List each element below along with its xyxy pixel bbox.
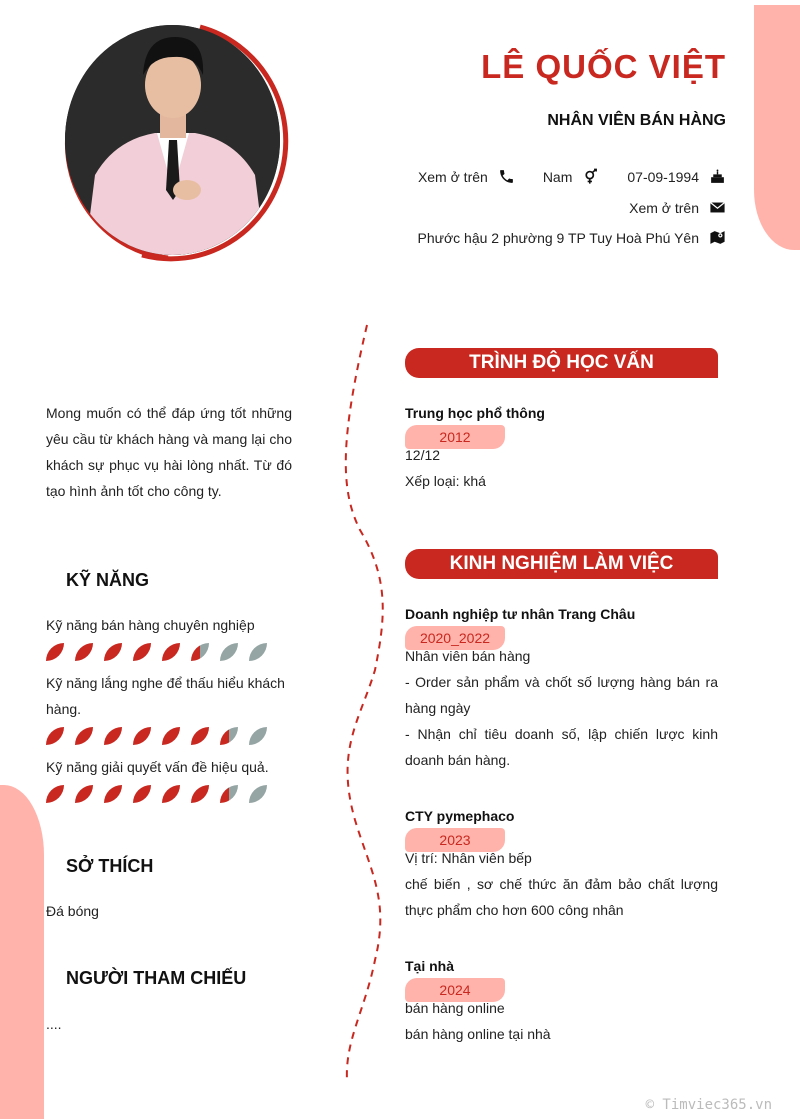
map-icon <box>709 229 726 246</box>
skill-dot <box>133 643 151 661</box>
profile-photo <box>65 25 280 255</box>
skill-dot <box>249 727 267 745</box>
watermark: © Timviec365.vn <box>645 1097 772 1113</box>
entry-description <box>405 643 718 773</box>
decorative-corner-top <box>754 5 800 250</box>
email-icon <box>709 199 726 216</box>
entry-org: Trung học phổ thông <box>405 405 545 421</box>
skill-dot <box>75 727 93 745</box>
entry-line: - Order sản phẩm và chốt số lượng hàng bán ra hàng ngày <box>405 674 718 716</box>
phone-text: Xem ở trên <box>417 168 488 185</box>
gender-text: Nam <box>542 168 573 185</box>
skill-dot <box>220 727 238 745</box>
entry-description <box>405 442 718 494</box>
entry-line: 12/12 <box>405 447 441 463</box>
email-text: Xem ở trên <box>629 199 699 216</box>
entry-year: 2024 <box>405 978 505 1002</box>
skill-dot <box>133 785 151 803</box>
gender-icon <box>582 168 599 185</box>
skill-dot <box>249 643 267 661</box>
entry-description <box>405 845 718 923</box>
skill-name: Kỹ năng lắng nghe để thấu hiểu khách hàng. <box>46 675 285 717</box>
references-heading: NGƯỜI THAM CHIẾU <box>66 968 247 988</box>
contact-row-1 <box>418 168 726 185</box>
birthday-text: 07-09-1994 <box>627 168 699 185</box>
skill-dot <box>162 643 180 661</box>
skill-dot <box>191 785 209 803</box>
skill-dot <box>191 643 209 661</box>
entry-line: Nhân viên bán hàng <box>405 648 531 664</box>
entry-description <box>405 995 718 1047</box>
skill-name: Kỹ năng bán hàng chuyên nghiệp <box>46 617 255 633</box>
job-title: NHÂN VIÊN BÁN HÀNG <box>547 112 726 129</box>
education-banner: TRÌNH ĐỘ HỌC VẤN <box>405 348 718 378</box>
skill-dot <box>162 727 180 745</box>
entry-line: bán hàng online tại nhà <box>405 1026 551 1042</box>
birthday-cake-icon <box>709 168 726 185</box>
skill-dot <box>104 643 122 661</box>
skill-dot <box>162 785 180 803</box>
career-objective: Mong muốn có thể đáp ứng tốt những yêu cầu từ khách hàng và mang lại cho khách sự phục vụ hài lòng nhất. Từ đó tạo hình ảnh tốt cho công ty. <box>46 405 292 499</box>
skill-dot <box>104 785 122 803</box>
entry-year: 2023 <box>405 828 505 852</box>
skill-dot <box>46 643 64 661</box>
entry-org: Doanh nghiệp tư nhân Trang Châu <box>405 606 636 622</box>
skill-name: Kỹ năng giải quyết vấn đề hiệu quả. <box>46 759 269 775</box>
contact-row-2 <box>629 199 726 216</box>
hobbies-text: Đá bóng <box>46 903 99 919</box>
skill-rating <box>46 785 267 803</box>
skill-dot <box>220 643 238 661</box>
entry-year: 2020_2022 <box>405 626 505 650</box>
skill-dot <box>75 643 93 661</box>
entry-line: bán hàng online <box>405 1000 505 1016</box>
entry-org: CTY pymephaco <box>405 808 515 824</box>
entry-org: Tại nhà <box>405 958 455 974</box>
skill-dot <box>46 727 64 745</box>
skill-dot <box>249 785 267 803</box>
hobbies-heading: SỞ THÍCH <box>66 856 154 876</box>
entry-line: chế biến , sơ chế thức ăn đảm bảo chất lượng thực phẩm cho hơn 600 công nhân <box>405 876 718 918</box>
skill-rating <box>46 643 267 661</box>
skill-dot <box>46 785 64 803</box>
entry-line: Xếp loại: khá <box>405 473 486 489</box>
skill-dot <box>75 785 93 803</box>
contact-row-3 <box>417 229 726 246</box>
entry-line: - Nhận chỉ tiêu doanh số, lập chiến lược kinh doanh bán hàng. <box>405 726 718 768</box>
dashed-divider <box>330 320 400 1090</box>
skill-dot <box>191 727 209 745</box>
experience-banner: KINH NGHIỆM LÀM VIỆC <box>405 549 718 579</box>
references-text: .... <box>46 1016 62 1032</box>
address-text: Phước hậu 2 phường 9 TP Tuy Hoà Phú Yên <box>417 229 699 246</box>
skill-rating <box>46 727 267 745</box>
skill-dot <box>133 727 151 745</box>
skill-dot <box>220 785 238 803</box>
entry-line: Vị trí: Nhân viên bếp <box>405 850 532 866</box>
skill-dot <box>104 727 122 745</box>
entry-year: 2012 <box>405 425 505 449</box>
skills-heading: KỸ NĂNG <box>66 570 150 590</box>
decorative-corner-bottom <box>0 785 44 1119</box>
phone-icon <box>498 168 515 185</box>
candidate-name: LÊ QUỐC VIỆT <box>481 48 726 85</box>
